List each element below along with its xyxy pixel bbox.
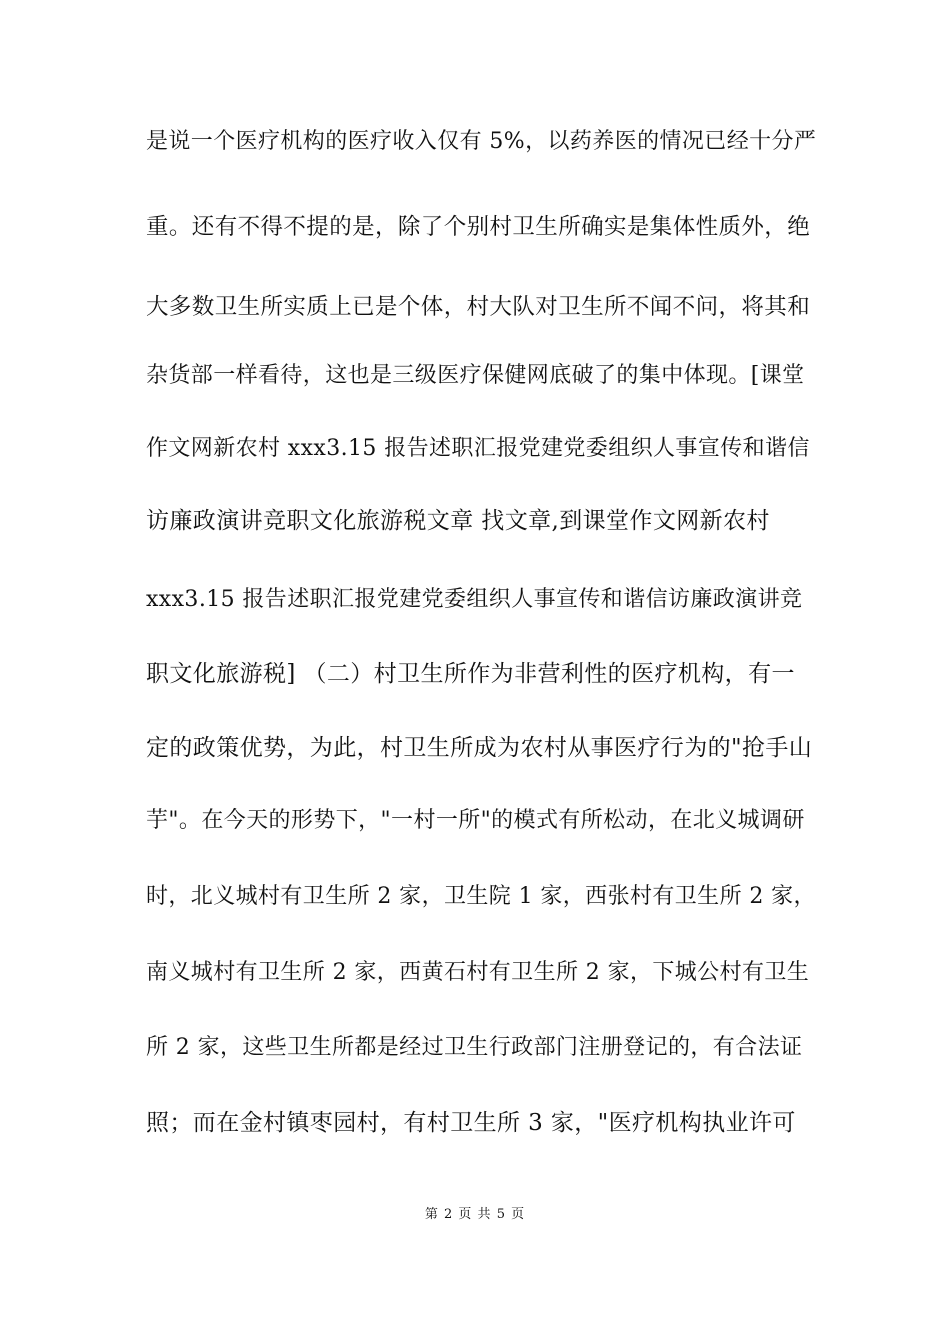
- page-footer: 第 2 页 共 5 页: [424, 1207, 526, 1222]
- text-line: 重。还有不得不提的是，除了个别村卫生所确实是集体性质外，绝: [146, 214, 811, 240]
- text-line: 时，北义城村有卫生所 2 家，卫生院 1 家，西张村有卫生所 2 家，: [146, 884, 816, 909]
- text-line: 芋"。在今天的形势下，"一村一所"的模式有所松动，在北义城调研: [146, 808, 805, 833]
- text-line: 访廉政演讲竞职文化旅游税文章 找文章,到课堂作文网新农村: [146, 508, 770, 534]
- text-line: 定的政策优势，为此，村卫生所成为农村从事医疗行为的"抢手山: [146, 735, 813, 761]
- text-line: 杂货部一样看待，这也是三级医疗保健网底破了的集中体现。[课堂: [146, 363, 805, 388]
- text-line: 是说一个医疗机构的医疗收入仅有 5%，以药养医的情况已经十分严: [146, 129, 817, 154]
- text-line: 照；而在金村镇枣园村，有村卫生所 3 家，"医疗机构执业许可: [146, 1110, 796, 1136]
- text-line: 大多数卫生所实质上已是个体，村大队对卫生所不闻不问，将其和: [146, 294, 811, 320]
- text-line: 所 2 家，这些卫生所都是经过卫生行政部门注册登记的，有合法证: [146, 1035, 803, 1060]
- text-line: 南义城村有卫生所 2 家，西黄石村有卫生所 2 家，下城公村有卫生: [146, 960, 810, 985]
- text-line: 职文化旅游税] （二）村卫生所作为非营利性的医疗机构，有一: [146, 661, 795, 687]
- text-line: 作文网新农村 xxx3.15 报告述职汇报党建党委组织人事宣传和谐信: [146, 436, 810, 461]
- text-line: xxx3.15 报告述职汇报党建党委组织人事宣传和谐信访廉政演讲竞: [146, 587, 803, 612]
